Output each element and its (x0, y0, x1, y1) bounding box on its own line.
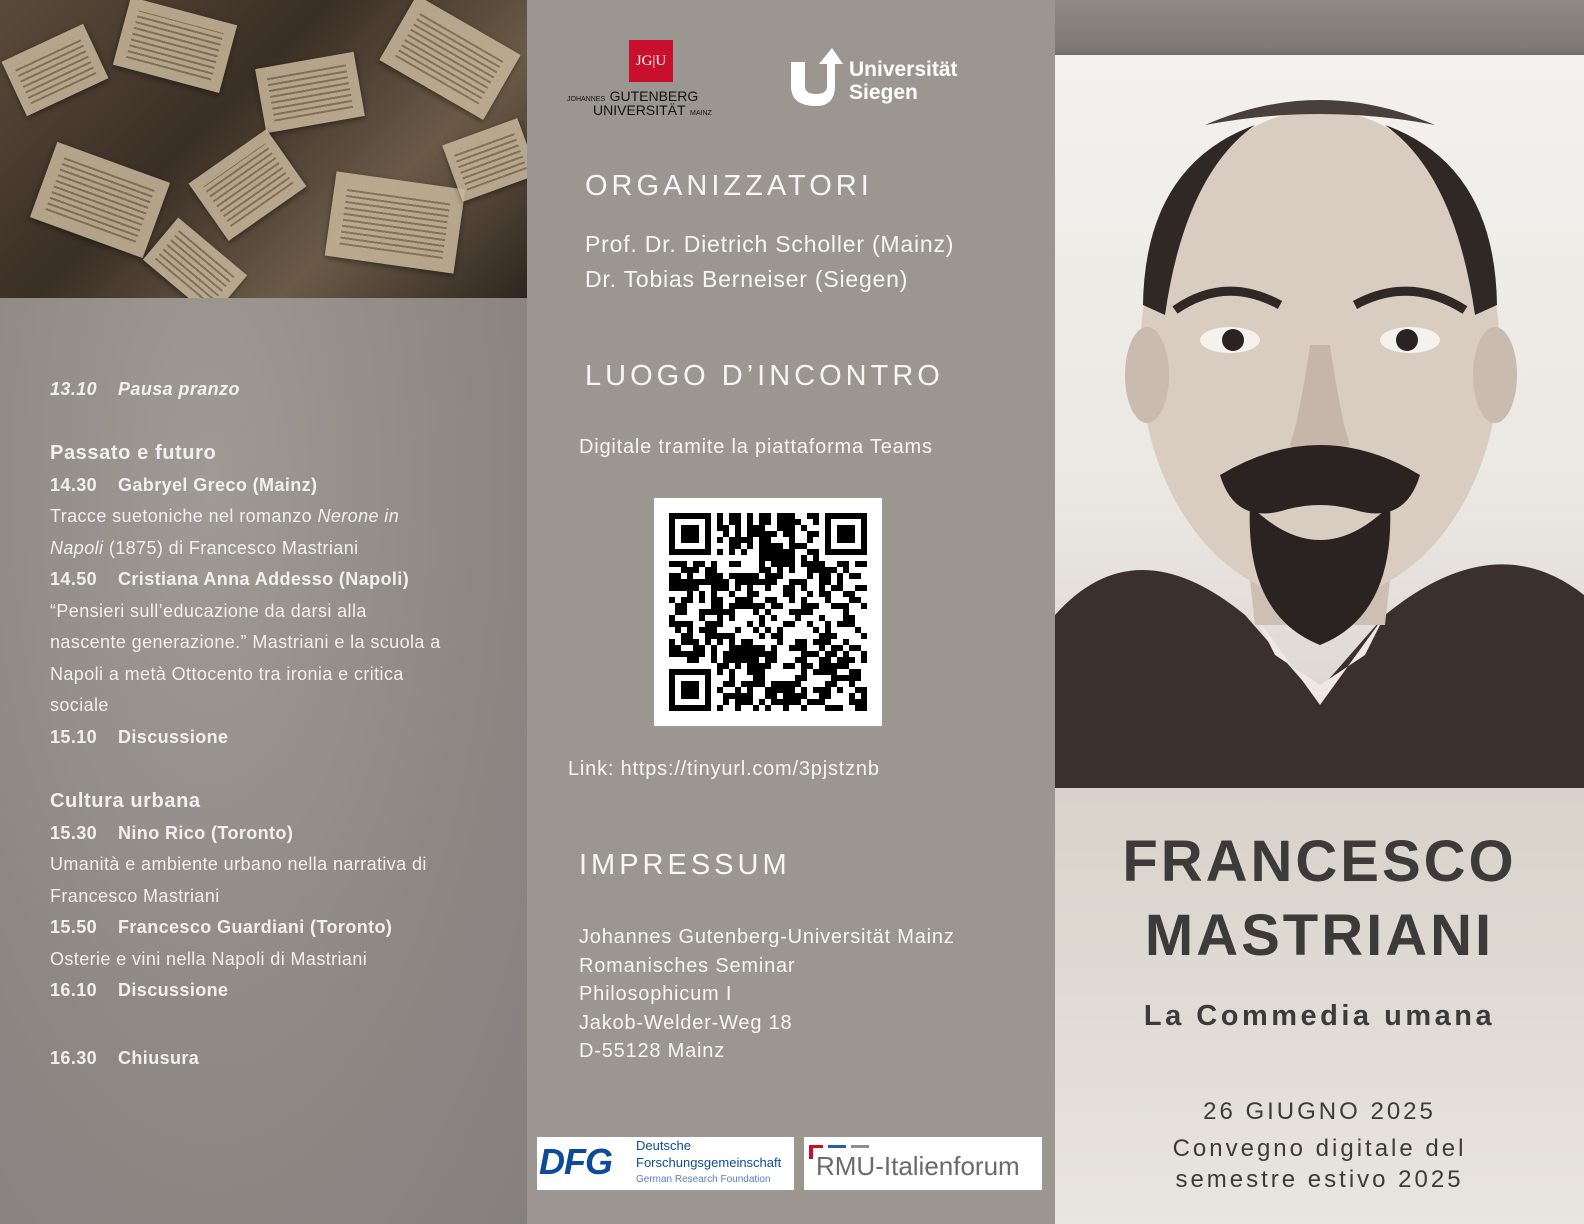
event-line-1: Convegno digitale del (1172, 1135, 1467, 1162)
dfg-logo: DFG Deutsche Forschungsgemeinschaft German Research Foundation (537, 1137, 794, 1190)
flying-books-photo (0, 0, 527, 298)
event-date: 26 GIUGNO 2025 (1203, 1098, 1436, 1125)
talk-title: “Pensieri sull’educazione da darsi alla (50, 600, 367, 621)
talk-item: 15.30 Nino Rico (Toronto) (50, 822, 294, 843)
lunch-label: Pausa pranzo (118, 379, 240, 399)
talk-speaker: Nino Rico (Toronto) (118, 822, 294, 843)
closing: 16.30 Chiusura (50, 1048, 200, 1068)
talk-title: Osterie e vini nella Napoli di Mastriani (50, 948, 368, 969)
portrait-photo (1055, 55, 1584, 788)
luogo-heading: LUOGO D’INCONTRO (585, 360, 944, 392)
talk-speaker: Cristiana Anna Addesso (Napoli) (118, 569, 410, 589)
talk-speaker: Francesco Guardiani (Toronto) (118, 917, 393, 937)
talk-item: 14.50 Cristiana Anna Addesso (Napoli) (50, 569, 410, 589)
event-line-2: semestre estivo 2025 (1175, 1166, 1464, 1193)
section-cultura-urbana (50, 786, 490, 1007)
talk-item: 15.10 Discussione (50, 726, 229, 747)
qr-code (654, 498, 882, 726)
cover-panel (1055, 0, 1584, 1224)
talk-title-cont: Napoli (1875) di Francesco Mastriani (50, 537, 359, 558)
impressum-heading: IMPRESSUM (579, 849, 791, 881)
organizzatori-heading: ORGANIZZATORI (585, 170, 873, 202)
section-title: Passato e futuro (50, 442, 217, 464)
talk-item: 15.50 Francesco Guardiani (Toronto) (50, 917, 393, 937)
talk-title: Umanità e ambiente urbano nella narrativa di (50, 854, 427, 874)
talk-title: Francesco Mastriani (50, 885, 220, 906)
meeting-link[interactable]: Link: https://tinyurl.com/3pjstznb (568, 758, 880, 780)
jgu-logo: JG|U JOHANNES GUTENBERG UNIVERSITÄT MAINZ (567, 38, 727, 120)
dfg-mark: DFG (539, 1141, 612, 1182)
talk-title: sociale (50, 695, 109, 715)
talk-item: 14.30 Gabryel Greco (Mainz) (50, 474, 318, 495)
lunch-break (50, 374, 490, 406)
title-francesco: FRANCESCO (1122, 829, 1517, 894)
info-panel (527, 0, 1055, 1224)
talk-title: Tracce suetoniche nel romanzo Nerone in (50, 506, 400, 526)
jgu-mark: JG|U (629, 40, 673, 82)
organizzatori-list: Prof. Dr. Dietrich Scholler (Mainz) Dr. Tobias Berneiser (Siegen) (585, 231, 955, 292)
talk-title: Napoli a metà Ottocento tra ironia e critica (50, 663, 404, 684)
siegen-logo: Universität Siegen (789, 48, 989, 108)
section-title: Cultura urbana (50, 790, 201, 812)
program-background (0, 298, 527, 1224)
subtitle: La Commedia umana (1143, 1000, 1496, 1032)
program-panel (0, 0, 527, 1224)
impressum-address: Johannes Gutenberg-Universität Mainz Romanisches Seminar Philosophicum I Jakob-Welder-Weg 18 D-55128 Mainz (579, 926, 955, 1062)
title-mastriani: MASTRIANI (1144, 903, 1495, 968)
lunch-time: 13.10 (50, 379, 98, 399)
rmu-logo: RMU-Italienforum (804, 1137, 1042, 1190)
talk-item: 16.10 Discussione (50, 980, 229, 1000)
siegen-u-icon (789, 48, 843, 106)
talk-speaker: Gabryel Greco (Mainz) (118, 474, 318, 495)
talk-title: nascente generazione.” Mastriani e la scuola a (50, 632, 441, 652)
section-passato-e-futuro (50, 438, 490, 753)
luogo-text: Digitale tramite la piattaforma Teams (579, 436, 933, 458)
top-band (1055, 0, 1584, 55)
